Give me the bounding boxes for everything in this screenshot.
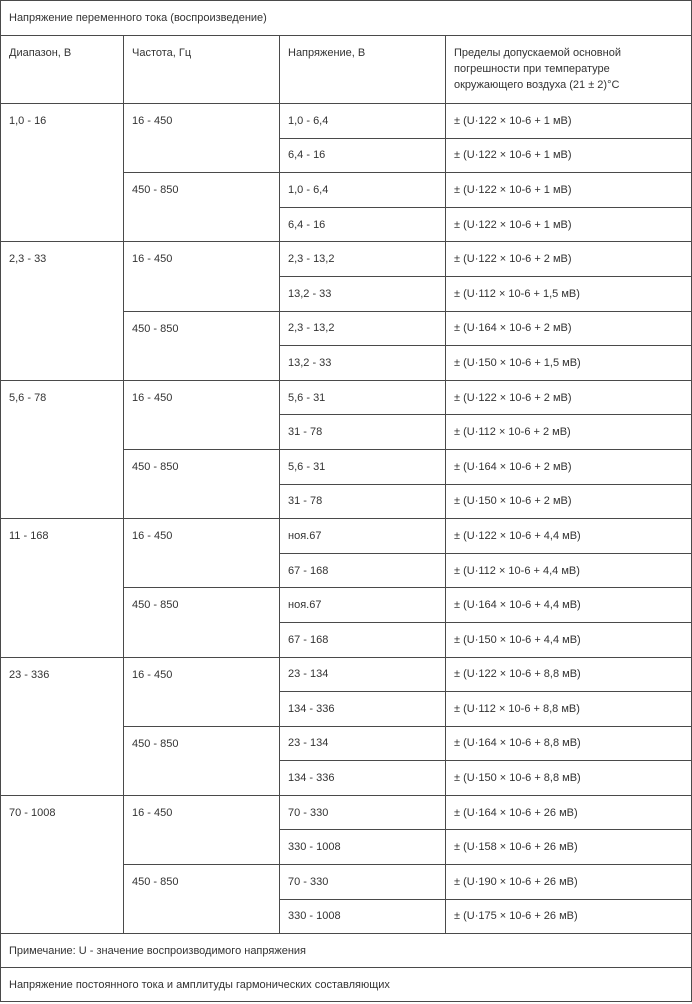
voltage-cell: 2,3 - 13,2 bbox=[280, 311, 446, 346]
tolerance-cell: ± (U·112 × 10-6 + 8,8 мВ) bbox=[446, 692, 692, 727]
voltage-cell: 23 - 134 bbox=[280, 726, 446, 761]
voltage-cell: 330 - 1008 bbox=[280, 830, 446, 865]
voltage-cell: 70 - 330 bbox=[280, 865, 446, 900]
header-tolerance bbox=[446, 36, 692, 104]
next-section-title: Напряжение постоянного тока и амплитуды гармонических составляющих bbox=[1, 968, 692, 1002]
voltage-cell: 5,6 - 31 bbox=[280, 449, 446, 484]
voltage-cell: 134 - 336 bbox=[280, 692, 446, 727]
header-range: Диапазон, В bbox=[1, 36, 124, 104]
voltage-cell: 31 - 78 bbox=[280, 415, 446, 450]
frequency-cell: 450 - 850 bbox=[124, 865, 280, 934]
voltage-cell: ноя.67 bbox=[280, 588, 446, 623]
footer-row bbox=[1, 968, 692, 1002]
table-title: Напряжение переменного тока (воспроизведение) bbox=[1, 1, 692, 36]
voltage-cell: 6,4 - 16 bbox=[280, 138, 446, 173]
table-row bbox=[1, 519, 692, 554]
tolerance-cell: ± (U·150 × 10-6 + 8,8 мВ) bbox=[446, 761, 692, 796]
table-row bbox=[1, 242, 692, 277]
voltage-cell: 5,6 - 31 bbox=[280, 380, 446, 415]
voltage-cell: 70 - 330 bbox=[280, 795, 446, 830]
tolerance-cell: ± (U·150 × 10-6 + 4,4 мВ) bbox=[446, 622, 692, 657]
frequency-cell: 450 - 850 bbox=[124, 449, 280, 518]
frequency-cell: 16 - 450 bbox=[124, 795, 280, 864]
tolerance-cell: ± (U·158 × 10-6 + 26 мВ) bbox=[446, 830, 692, 865]
tolerance-cell: ± (U·164 × 10-6 + 26 мВ) bbox=[446, 795, 692, 830]
tolerance-cell: ± (U·112 × 10-6 + 4,4 мВ) bbox=[446, 553, 692, 588]
tolerance-cell: ± (U·122 × 10-6 + 1 мВ) bbox=[446, 138, 692, 173]
frequency-cell: 16 - 450 bbox=[124, 380, 280, 449]
voltage-cell: 1,0 - 6,4 bbox=[280, 104, 446, 139]
title-row bbox=[1, 1, 692, 36]
header-row bbox=[1, 36, 692, 104]
range-cell: 1,0 - 16 bbox=[1, 104, 124, 242]
range-cell: 5,6 - 78 bbox=[1, 380, 124, 518]
range-cell: 70 - 1008 bbox=[1, 795, 124, 933]
voltage-cell: ноя.67 bbox=[280, 519, 446, 554]
tolerance-cell: ± (U·150 × 10-6 + 2 мВ) bbox=[446, 484, 692, 519]
tolerance-cell: ± (U·164 × 10-6 + 2 мВ) bbox=[446, 449, 692, 484]
tolerance-cell: ± (U·175 × 10-6 + 26 мВ) bbox=[446, 899, 692, 934]
range-cell: 2,3 - 33 bbox=[1, 242, 124, 380]
frequency-cell: 16 - 450 bbox=[124, 657, 280, 726]
voltage-cell: 31 - 78 bbox=[280, 484, 446, 519]
tolerance-cell: ± (U·122 × 10-6 + 2 мВ) bbox=[446, 380, 692, 415]
tolerance-cell: ± (U·164 × 10-6 + 2 мВ) bbox=[446, 311, 692, 346]
voltage-cell: 13,2 - 33 bbox=[280, 346, 446, 381]
range-cell: 23 - 336 bbox=[1, 657, 124, 795]
frequency-cell: 450 - 850 bbox=[124, 588, 280, 657]
frequency-cell: 16 - 450 bbox=[124, 104, 280, 173]
spec-table-body bbox=[1, 1, 692, 1002]
table-note: Примечание: U - значение воспроизводимого напряжения bbox=[1, 934, 692, 968]
tolerance-cell: ± (U·112 × 10-6 + 1,5 мВ) bbox=[446, 276, 692, 311]
voltage-cell: 67 - 168 bbox=[280, 553, 446, 588]
voltage-cell: 13,2 - 33 bbox=[280, 276, 446, 311]
header-tolerance-line-1: Пределы допускаемой основной bbox=[454, 47, 621, 59]
table-row bbox=[1, 380, 692, 415]
frequency-cell: 450 - 850 bbox=[124, 173, 280, 242]
tolerance-cell: ± (U·122 × 10-6 + 2 мВ) bbox=[446, 242, 692, 277]
tolerance-cell: ± (U·122 × 10-6 + 8,8 мВ) bbox=[446, 657, 692, 692]
tolerance-cell: ± (U·164 × 10-6 + 4,4 мВ) bbox=[446, 588, 692, 623]
header-voltage: Напряжение, В bbox=[280, 36, 446, 104]
table-row bbox=[1, 795, 692, 830]
voltage-cell: 67 - 168 bbox=[280, 622, 446, 657]
tolerance-cell: ± (U·122 × 10-6 + 1 мВ) bbox=[446, 173, 692, 208]
frequency-cell: 16 - 450 bbox=[124, 519, 280, 588]
header-tolerance-line-2: погрешности при температуре bbox=[454, 63, 610, 75]
voltage-cell: 2,3 - 13,2 bbox=[280, 242, 446, 277]
voltage-cell: 1,0 - 6,4 bbox=[280, 173, 446, 208]
frequency-cell: 16 - 450 bbox=[124, 242, 280, 311]
frequency-cell: 450 - 850 bbox=[124, 311, 280, 380]
table-row bbox=[1, 657, 692, 692]
voltage-cell: 6,4 - 16 bbox=[280, 207, 446, 242]
tolerance-cell: ± (U·122 × 10-6 + 4,4 мВ) bbox=[446, 519, 692, 554]
header-frequency: Частота, Гц bbox=[124, 36, 280, 104]
voltage-cell: 23 - 134 bbox=[280, 657, 446, 692]
tolerance-cell: ± (U·122 × 10-6 + 1 мВ) bbox=[446, 207, 692, 242]
frequency-cell: 450 - 850 bbox=[124, 726, 280, 795]
tolerance-cell: ± (U·122 × 10-6 + 1 мВ) bbox=[446, 104, 692, 139]
voltage-cell: 330 - 1008 bbox=[280, 899, 446, 934]
range-cell: 11 - 168 bbox=[1, 519, 124, 657]
tolerance-cell: ± (U·112 × 10-6 + 2 мВ) bbox=[446, 415, 692, 450]
voltage-cell: 134 - 336 bbox=[280, 761, 446, 796]
header-tolerance-line-3: окружающего воздуха (21 ± 2)°С bbox=[454, 79, 620, 91]
tolerance-cell: ± (U·150 × 10-6 + 1,5 мВ) bbox=[446, 346, 692, 381]
tolerance-cell: ± (U·164 × 10-6 + 8,8 мВ) bbox=[446, 726, 692, 761]
note-row bbox=[1, 934, 692, 968]
tolerance-cell: ± (U·190 × 10-6 + 26 мВ) bbox=[446, 865, 692, 900]
table-row bbox=[1, 104, 692, 139]
